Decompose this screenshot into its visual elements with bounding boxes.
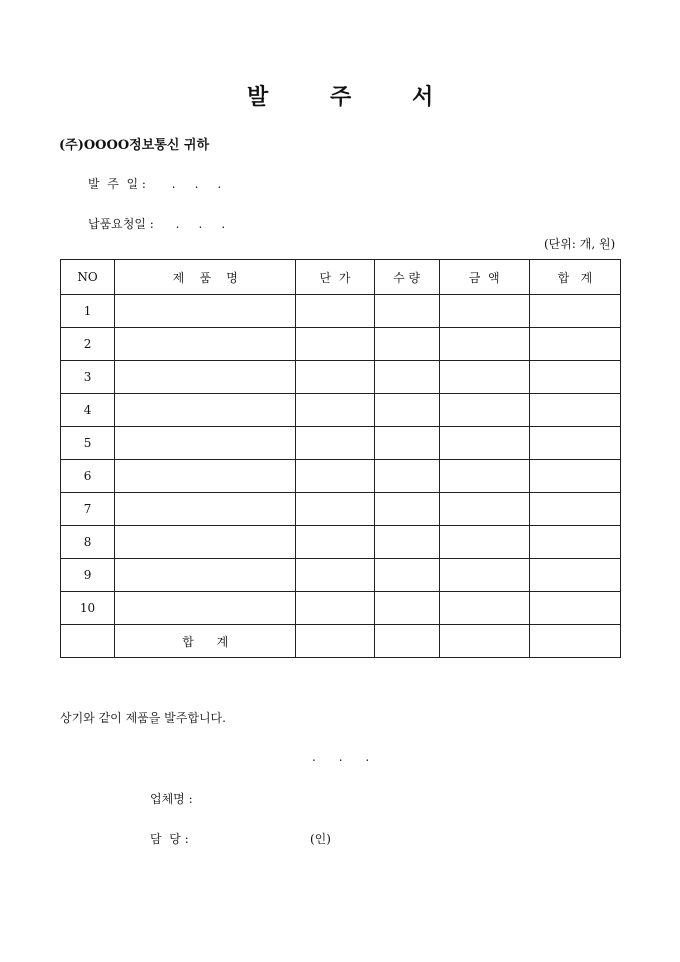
row-unit-price[interactable] [296, 427, 374, 460]
table-row [61, 460, 621, 493]
row-unit-price[interactable] [296, 328, 374, 361]
row-product-name[interactable] [115, 592, 296, 625]
row-quantity[interactable] [374, 493, 439, 526]
header-unit-price: 단 가 [296, 260, 374, 295]
row-no: 6 [61, 460, 115, 493]
row-product-name[interactable] [115, 361, 296, 394]
row-quantity[interactable] [374, 526, 439, 559]
row-total[interactable] [529, 427, 620, 460]
row-product-name[interactable] [115, 427, 296, 460]
row-quantity[interactable] [374, 295, 439, 328]
header-amount: 금 액 [439, 260, 529, 295]
row-total[interactable] [529, 460, 620, 493]
total-row-amount[interactable] [439, 625, 529, 658]
row-amount[interactable] [439, 427, 529, 460]
row-amount[interactable] [439, 559, 529, 592]
order-statement: 상기와 같이 제품을 발주합니다. [60, 711, 226, 725]
issue-date: . . . [312, 750, 370, 764]
row-unit-price[interactable] [296, 394, 374, 427]
row-quantity[interactable] [374, 361, 439, 394]
table-total-row [61, 625, 621, 658]
table-row [61, 592, 621, 625]
row-product-name[interactable] [115, 295, 296, 328]
row-amount[interactable] [439, 394, 529, 427]
row-total[interactable] [529, 328, 620, 361]
request-date-value: . . . [175, 217, 226, 231]
row-quantity[interactable] [374, 592, 439, 625]
row-amount[interactable] [439, 460, 529, 493]
total-row-unit-price[interactable] [296, 625, 374, 658]
row-unit-price[interactable] [296, 559, 374, 592]
row-unit-price[interactable] [296, 493, 374, 526]
row-quantity[interactable] [374, 427, 439, 460]
manager-label: 담 당 : [150, 832, 189, 846]
row-total[interactable] [529, 526, 620, 559]
row-unit-price[interactable] [296, 295, 374, 328]
table-header-row [61, 260, 621, 295]
unit-note: (단위: 개, 원) [544, 237, 616, 251]
row-quantity[interactable] [374, 460, 439, 493]
row-quantity[interactable] [374, 394, 439, 427]
header-total: 합 계 [529, 260, 620, 295]
row-amount[interactable] [439, 592, 529, 625]
total-row-no [61, 625, 115, 658]
table-row [61, 559, 621, 592]
row-no: 3 [61, 361, 115, 394]
row-amount[interactable] [439, 361, 529, 394]
table-row [61, 361, 621, 394]
header-product-name: 제 품 명 [115, 260, 296, 295]
table-row [61, 493, 621, 526]
row-quantity[interactable] [374, 328, 439, 361]
row-total[interactable] [529, 394, 620, 427]
header-no: NO [61, 260, 115, 295]
order-table [60, 259, 621, 658]
row-amount[interactable] [439, 295, 529, 328]
row-no: 9 [61, 559, 115, 592]
row-total[interactable] [529, 361, 620, 394]
row-product-name[interactable] [115, 460, 296, 493]
row-no: 8 [61, 526, 115, 559]
total-row-quantity[interactable] [374, 625, 439, 658]
row-no: 10 [61, 592, 115, 625]
row-amount[interactable] [439, 328, 529, 361]
table-row [61, 295, 621, 328]
total-row-total[interactable] [529, 625, 620, 658]
row-total[interactable] [529, 295, 620, 328]
header-quantity: 수 량 [374, 260, 439, 295]
row-total[interactable] [529, 559, 620, 592]
table-row [61, 526, 621, 559]
row-product-name[interactable] [115, 526, 296, 559]
row-unit-price[interactable] [296, 460, 374, 493]
row-no: 1 [61, 295, 115, 328]
total-row-label: 합 계 [115, 625, 296, 658]
row-no: 2 [61, 328, 115, 361]
table-row [61, 427, 621, 460]
row-no: 5 [61, 427, 115, 460]
row-product-name[interactable] [115, 559, 296, 592]
order-date-label: 발 주 일 : [88, 177, 146, 191]
order-date-row [88, 175, 221, 192]
row-product-name[interactable] [115, 493, 296, 526]
vendor-label: 업체명 : [150, 792, 193, 806]
title-char-3: 서 [412, 84, 434, 110]
row-total[interactable] [529, 493, 620, 526]
row-quantity[interactable] [374, 559, 439, 592]
seal-mark: (인) [310, 832, 331, 846]
row-amount[interactable] [439, 493, 529, 526]
title-char-1: 발 [247, 84, 269, 110]
row-unit-price[interactable] [296, 526, 374, 559]
request-date-row [88, 215, 225, 232]
row-product-name[interactable] [115, 328, 296, 361]
row-amount[interactable] [439, 526, 529, 559]
table-row [61, 394, 621, 427]
row-unit-price[interactable] [296, 592, 374, 625]
row-product-name[interactable] [115, 394, 296, 427]
row-no: 7 [61, 493, 115, 526]
recipient: (주)OOOO정보통신 귀하 [59, 138, 210, 153]
order-date-value: . . . [171, 177, 222, 191]
table-row [61, 328, 621, 361]
row-no: 4 [61, 394, 115, 427]
row-unit-price[interactable] [296, 361, 374, 394]
row-total[interactable] [529, 592, 620, 625]
title-char-2: 주 [330, 84, 352, 110]
request-date-label: 납품요청일 : [88, 217, 154, 231]
